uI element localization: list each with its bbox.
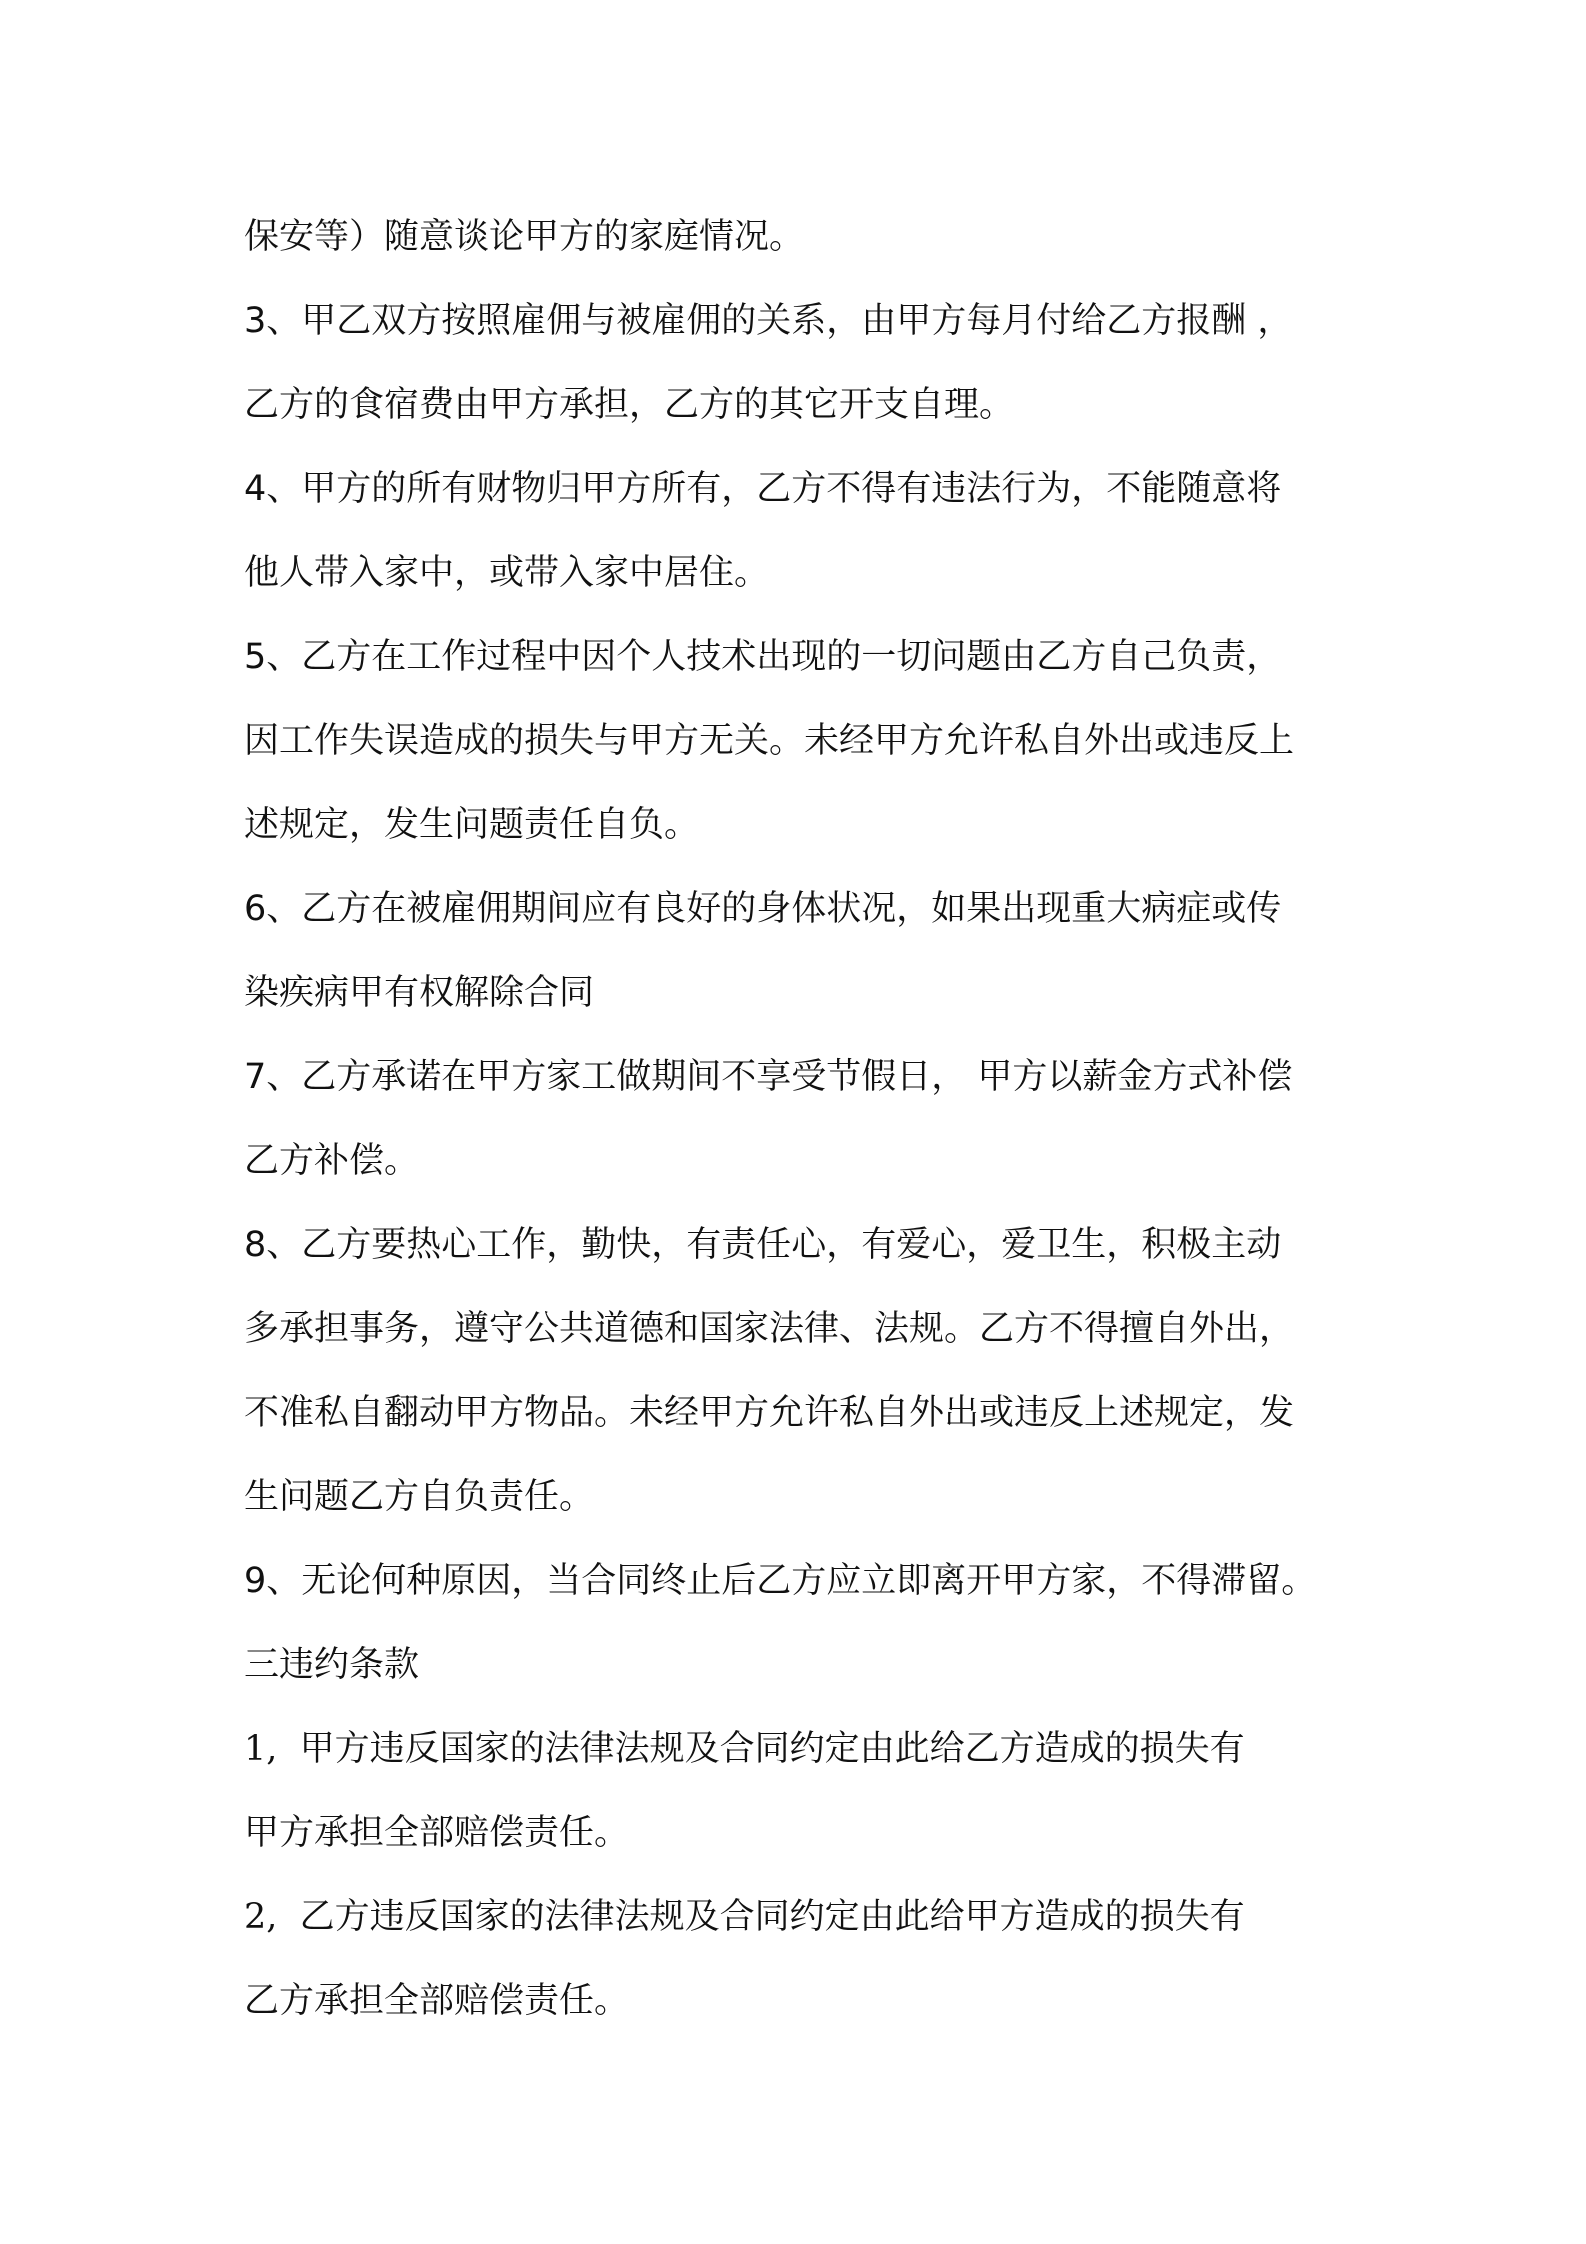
- clause-3-line-1: 3、甲乙双方按照雇佣与被雇佣的关系，由甲方每月付给乙方报酬 ，: [244, 301, 1293, 341]
- breach-clause-2-line-1: [244, 1875, 1394, 1959]
- clause-9-line-1: 9、无论何种原因，当合同终止后乙方应立即离开甲方家，不得滞留。: [244, 1561, 1317, 1601]
- clause-8-line-4: 生问题乙方自负责任。: [244, 1477, 595, 1517]
- breach-clause-2-line-2: 乙方承担全部赔偿责任。: [244, 1981, 630, 2021]
- text-line: 保安等）随意谈论甲方的家庭情况。: [244, 217, 805, 257]
- clause-number: 1,: [244, 1729, 278, 1769]
- clause-3-line-2: 乙方的食宿费由甲方承担，乙方的其它开支自理。: [244, 385, 1015, 425]
- clause-4-line-2: 他人带入家中，或带入家中居住。: [244, 553, 770, 593]
- clause-8-line-2: 多承担事务，遵守公共道德和国家法律、法规。乙方不得擅自外出，: [244, 1309, 1295, 1349]
- clause-5-line-3: 述规定，发生问题责任自负。: [244, 805, 700, 845]
- clause-8-line-3: 不准私自翻动甲方物品。未经甲方允许私自外出或违反上述规定，发: [244, 1393, 1295, 1433]
- clause-6-line-1: 6、乙方在被雇佣期间应有良好的身体状况，如果出现重大病症或传: [244, 889, 1282, 929]
- clause-7-line-2: 乙方补偿。: [244, 1141, 420, 1181]
- clause-5-line-2: 因工作失误造成的损失与甲方无关。未经甲方允许私自外出或违反上: [244, 721, 1295, 761]
- document-body: [244, 195, 1394, 2043]
- clause-6-line-2: 染疾病甲有权解除合同: [244, 973, 595, 1013]
- clause-7-line-1: 7、乙方承诺在甲方家工做期间不享受节假日， 甲方以薪金方式补偿: [244, 1057, 1293, 1097]
- clause-5-line-1: 5、乙方在工作过程中因个人技术出现的一切问题由乙方自己负责，: [244, 637, 1282, 677]
- clause-4-line-1: 4、甲方的所有财物归甲方所有，乙方不得有违法行为，不能随意将: [244, 469, 1282, 509]
- clause-8-line-1: 8、乙方要热心工作，勤快，有责任心，有爱心，爱卫生，积极主动: [244, 1225, 1282, 1265]
- clause-number: 2,: [244, 1897, 278, 1937]
- breach-clause-1-line-2: 甲方承担全部赔偿责任。: [244, 1813, 630, 1853]
- breach-clause-1-line-1: [244, 1707, 1394, 1791]
- clause-text: 甲方违反国家的法律法规及合同约定由此给乙方造成的损失有: [277, 1729, 1245, 1769]
- clause-text: 乙方违反国家的法律法规及合同约定由此给甲方造成的损失有: [277, 1897, 1245, 1937]
- section-heading-breach: 三违约条款: [244, 1645, 420, 1685]
